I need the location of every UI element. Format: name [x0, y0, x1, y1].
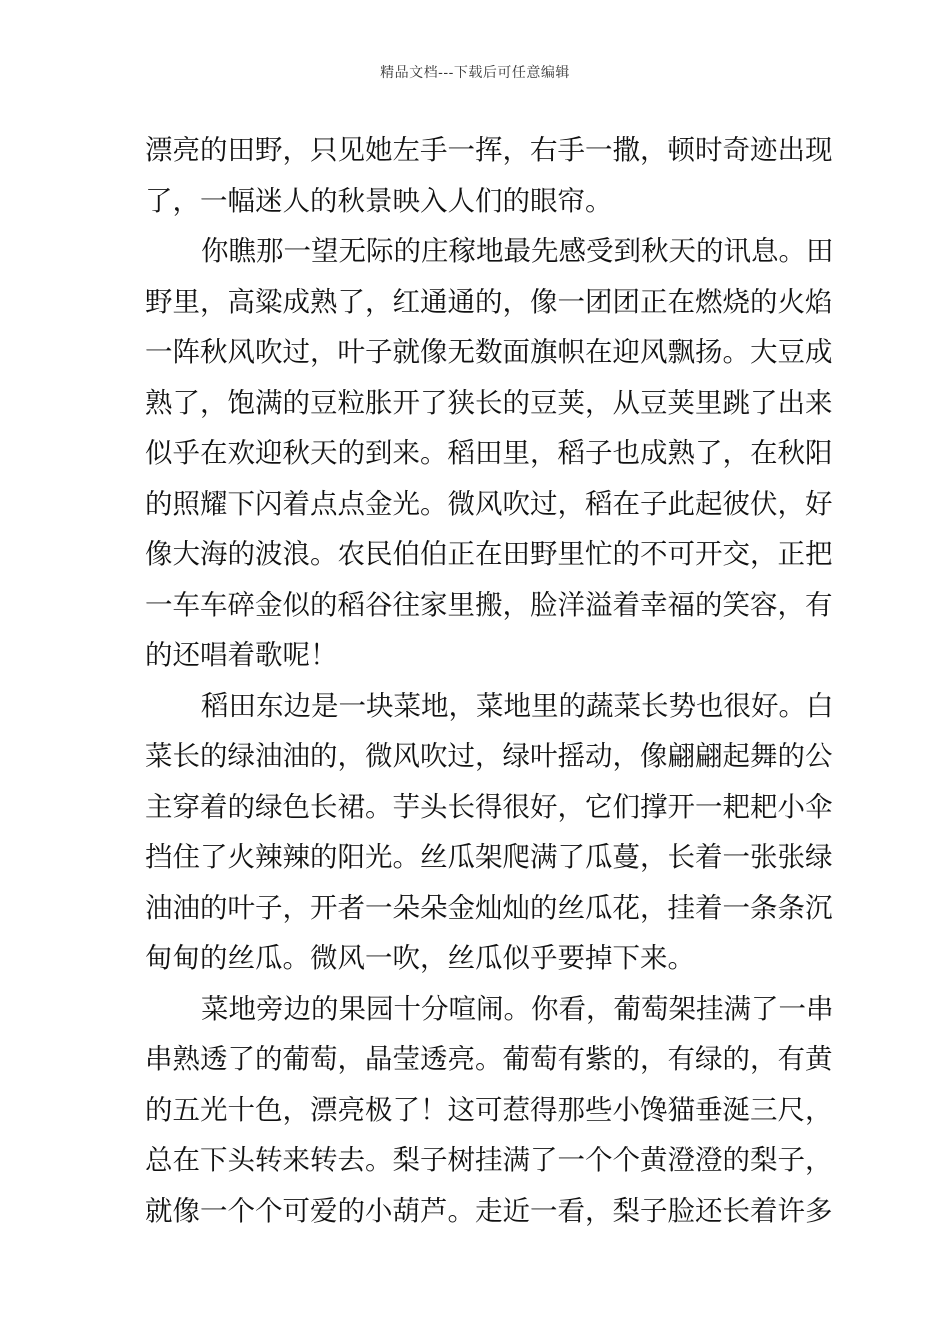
text-line: 挡住了火辣辣的阳光。丝瓜架爬满了瓜蔓，长着一张张绿 — [145, 841, 833, 873]
paragraph-start-line: 你瞧那一望无际的庄稼地最先感受到秋天的讯息。田 — [201, 235, 834, 267]
text-line: 一阵秋风吹过，叶子就像无数面旗帜在迎风飘扬。大豆成 — [145, 336, 833, 368]
text-line: 串熟透了的葡萄，晶莹透亮。葡萄有紫的，有绿的，有黄 — [145, 1043, 833, 1075]
text-line: 野里，高粱成熟了，红通通的，像一团团正在燃烧的火焰 — [145, 285, 833, 318]
page-header: 精品文档---下载后可任意编辑 — [380, 65, 570, 81]
text-line: 漂亮的田野，只见她左手一挥，右手一撒，顿时奇迹出现 — [145, 134, 833, 166]
text-line: 似乎在欢迎秋天的到来。稻田里，稻子也成熟了，在秋阳 — [145, 437, 833, 469]
text-line: 的还唱着歌呢！ — [145, 639, 338, 671]
text-line: 油油的叶子，开者一朵朵金灿灿的丝瓜花，挂着一条条沉 — [145, 891, 833, 924]
text-line: 的五光十色，漂亮极了！这可惹得那些小馋猫垂涎三尺， — [145, 1093, 833, 1126]
text-line: 主穿着的绿色长裙。芋头长得很好，它们撑开一耙耙小伞 — [145, 790, 833, 823]
text-line: 总在下头转来转去。梨子树挂满了一个个黄澄澄的梨子， — [145, 1144, 833, 1176]
text-line: 一车车碎金似的稻谷往家里搬，脸洋溢着幸福的笑容，有 — [145, 588, 833, 621]
text-line: 了，一幅迷人的秋景映入人们的眼帘。 — [145, 184, 613, 217]
text-line: 的照耀下闪着点点金光。微风吹过，稻在子此起彼伏，好 — [145, 487, 833, 520]
text-line: 熟了，饱满的豆粒胀开了狭长的豆荚，从豆荚里跳了出来 — [145, 386, 833, 419]
paragraph-start-line: 菜地旁边的果园十分喧闹。你看，葡萄架挂满了一串 — [201, 992, 834, 1025]
text-line: 像大海的波浪。农民伯伯正在田野里忙的不可开交，正把 — [145, 538, 833, 570]
paragraph-start-line: 稻田东边是一块菜地，菜地里的蔬菜长势也很好。白 — [201, 689, 834, 722]
document-body — [145, 125, 834, 1236]
text-line: 菜长的绿油油的，微风吹过，绿叶摇动，像翩翩起舞的公 — [145, 740, 833, 772]
text-line: 甸甸的丝瓜。微风一吹，丝瓜似乎要掉下来。 — [145, 942, 695, 974]
text-line: 就像一个个可爱的小葫芦。走近一看，梨子脸还长着许多 — [145, 1194, 833, 1227]
